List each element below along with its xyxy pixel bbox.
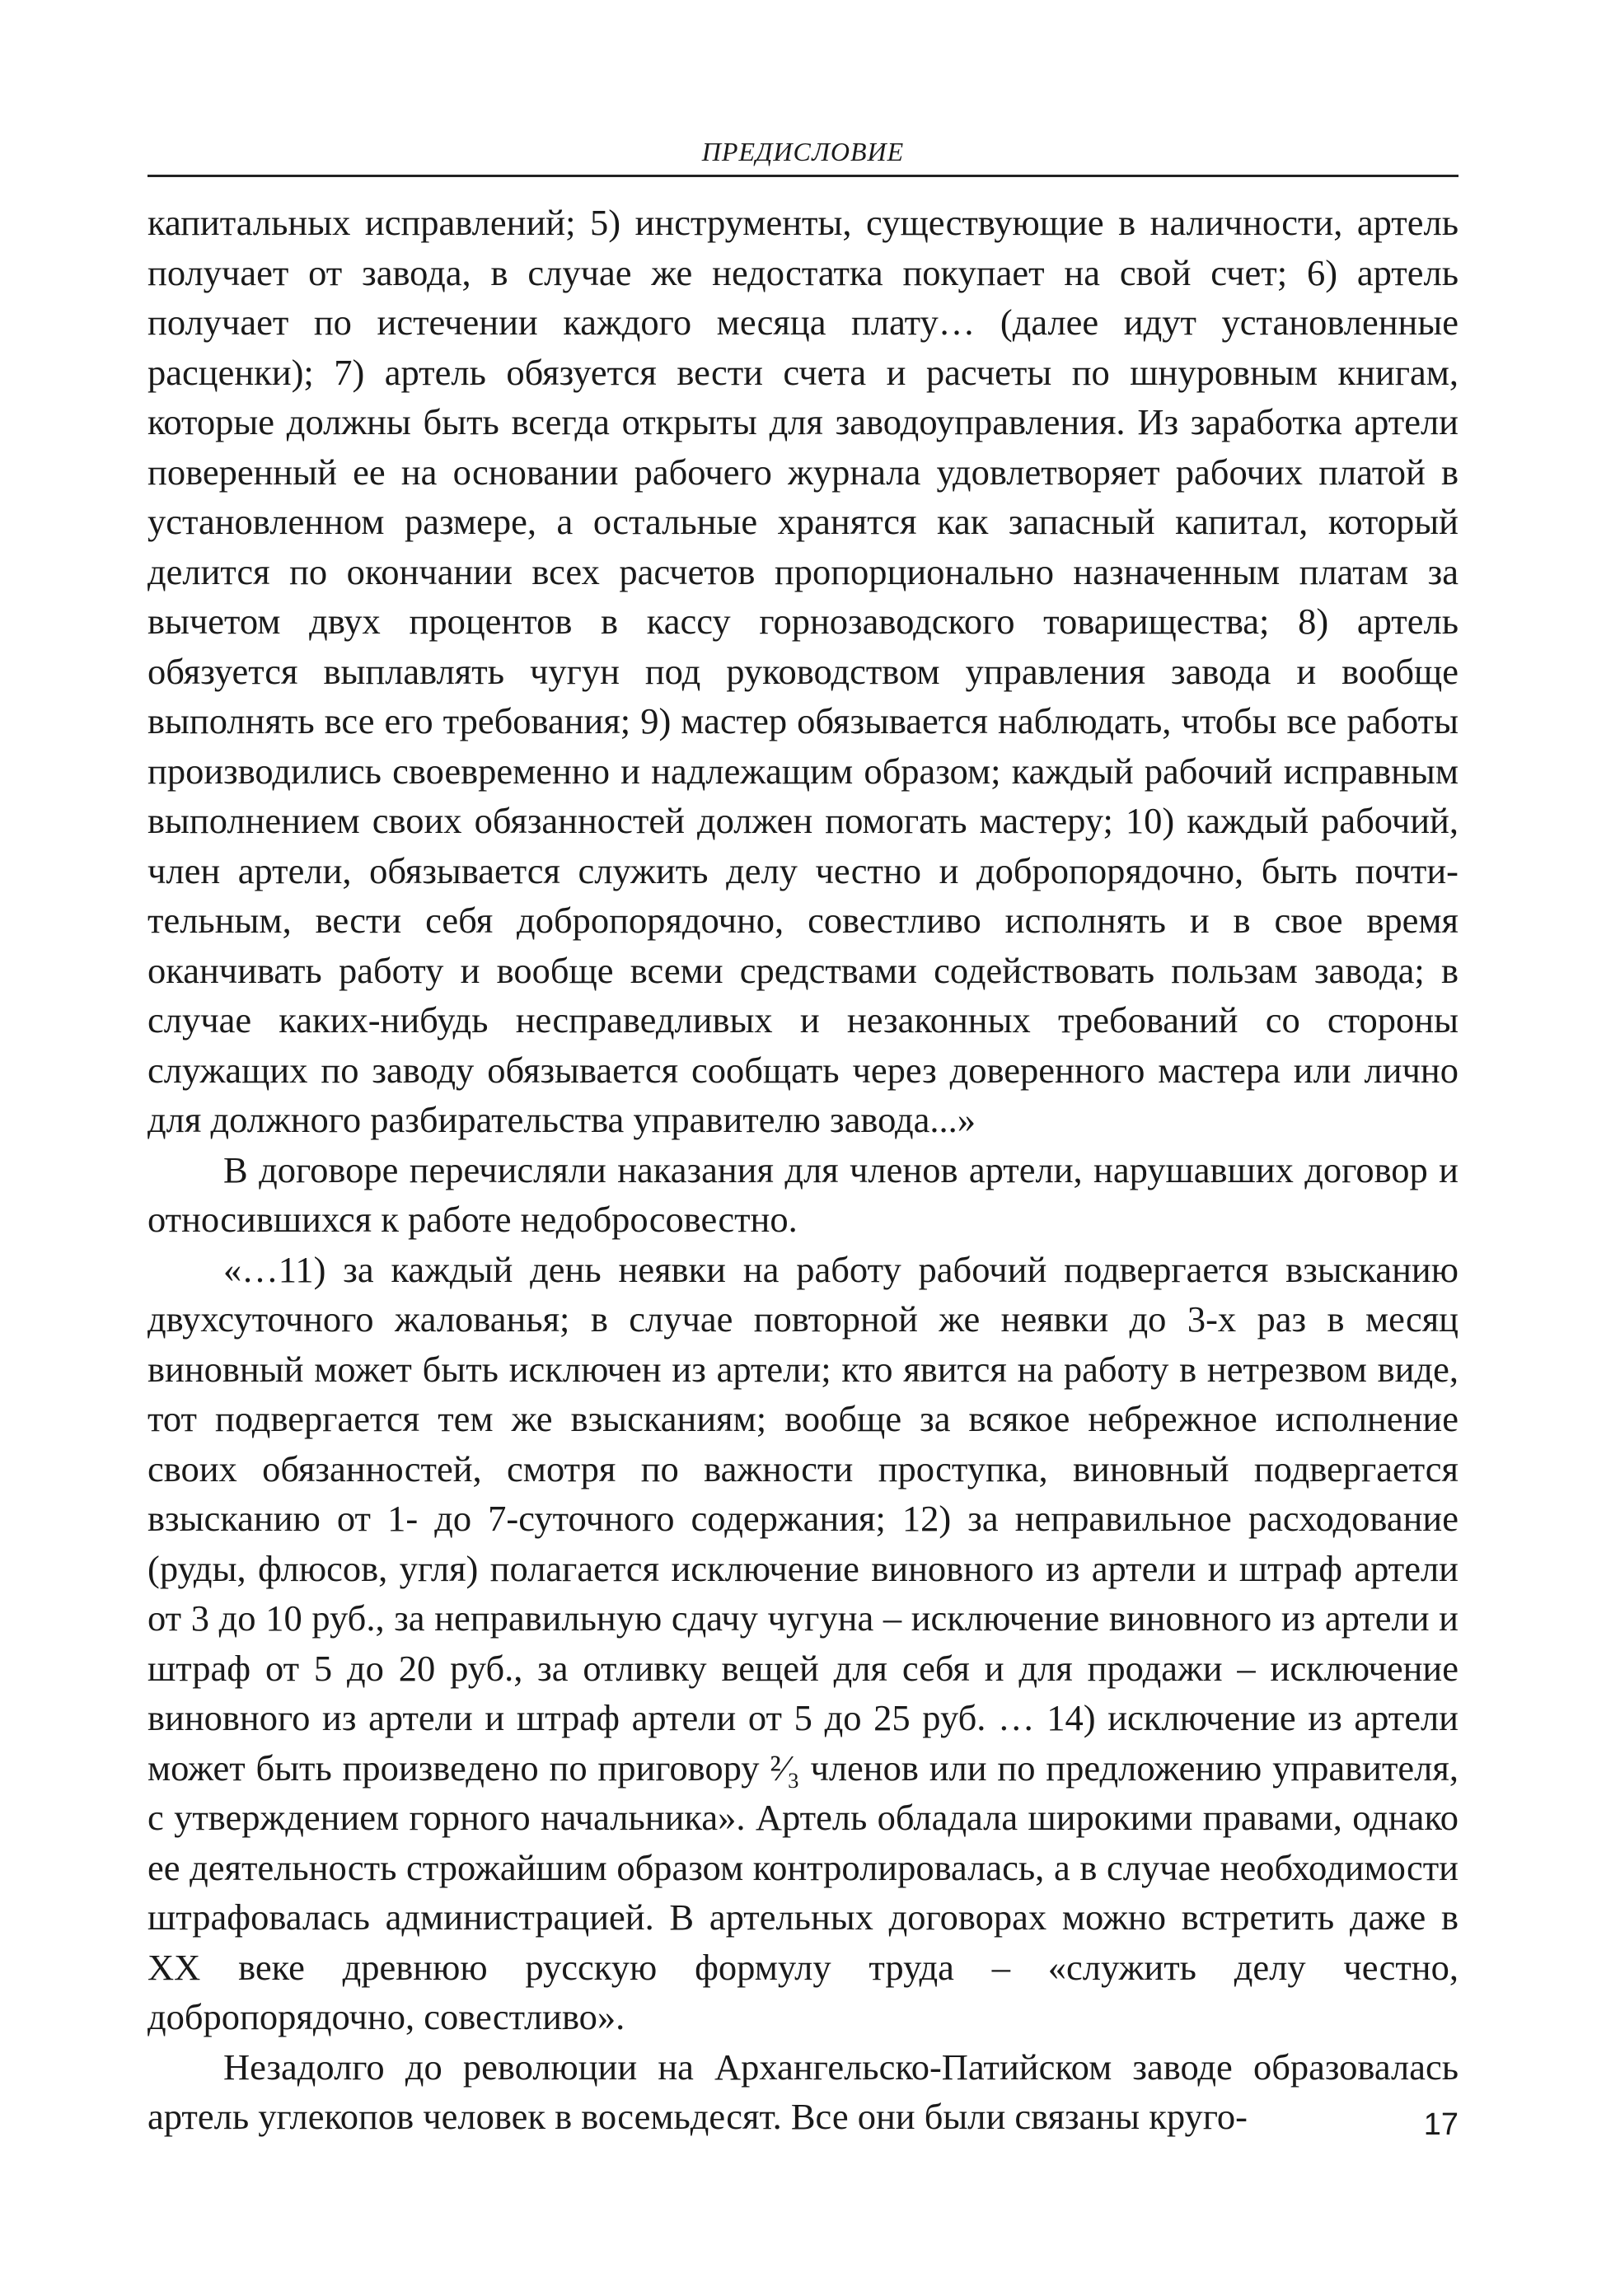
paragraph-2: В договоре перечисляли наказания для членов артели, нарушавших договор и относившихся к работе недобросовестно. (147, 1148, 1459, 1240)
paragraph-4: Незадолго до революции на Архангельско-Патийском заводе образовалась артель углекопов человек в восемьдесят. Все они были связаны круго- (147, 2046, 1459, 2137)
header-rule (147, 175, 1459, 177)
paragraph-1: капитальных исправлений; 5) инструменты, существующие в наличности, артель получает от завода, в случае же недостатка покупает на свой счет; 6) артель получает по истечении каждого месяца плату… (далее идут установленные расценки); 7) артель обязуется вести счета и расчеты по шнуровным книгам, которые должны быть всегда открыты для заводоуправления. Из заработка артели поверенный ее на основании рабочего журнала удовлетворяет рабочих платой в установленном размере, а остальные хранятся как запасный капитал, который делится по окончании всех расчетов пропорционально назначенным платам за вычетом двух процентов в кассу горнозаводского товарищества; 8) артель обязуется выплавлять чугун под руководством управления завода и вообще выполнять все его требования; 9) мастер обязывается наблюдать, чтобы все работы производились своевременно и надлежащим образом; каждый рабочий исправным выполнением своих обязанностей должен помогать мастеру; 10) каждый рабочий, член артели, обязывается служить делу честно и добропорядочно, быть почтительным, вести себя добропорядочно, совестливо исполнять и в свое время оканчивать работу и вообще всеми средствами содействовать пользам завода; в случае каких-нибудь несправедливых и незаконных требований со стороны служащих по заводу обязывается сообщать через доверенного мастера или лично для должного разбирательства управителю завода...» (147, 202, 1459, 1140)
paragraph-3: «…11) за каждый день неявки на работу рабочий подвергается взысканию двухсуточного жалованья; в случае повторной же неявки до 3-х раз в месяц виновный может быть исключен из артели; кто явится на работу в нетрезвом виде, тот подвергается тем же взысканиям; вообще за всякое небрежное исполнение своих обязанностей, смотря по важности проступка, виновный подвергается взысканию от 1- до 7-суточного содержания; 12) за неправильное расходование (руды, флюсов, угля) полагается исключение виновного из артели и штраф артели от 3 до 10 руб., за неправильную сдачу чугуна – исключение виновного из артели и штраф от 5 до 20 руб., за отливку вещей для себя и для продажи – исключение виновного из артели и штраф артели от 5 до 25 руб. … 14) исключение из артели может быть произведено по приговору ²⁄₃ членов или по предложению управителя, с утверждением горного начальника». Артель обладала широкими правами, однако ее деятельность строжайшим образом контролировалась, а в случае необходимости штрафовалась администрацией. В артельных договорах можно встретить даже в XX веке древнюю русскую формулу труда – «служить делу честно, добропорядочно, совестливо». (147, 1248, 1459, 2037)
running-head: ПРЕДИСЛОВИЕ (701, 137, 905, 166)
body-text (147, 198, 1459, 2142)
page-number: 17 (1423, 2107, 1459, 2142)
